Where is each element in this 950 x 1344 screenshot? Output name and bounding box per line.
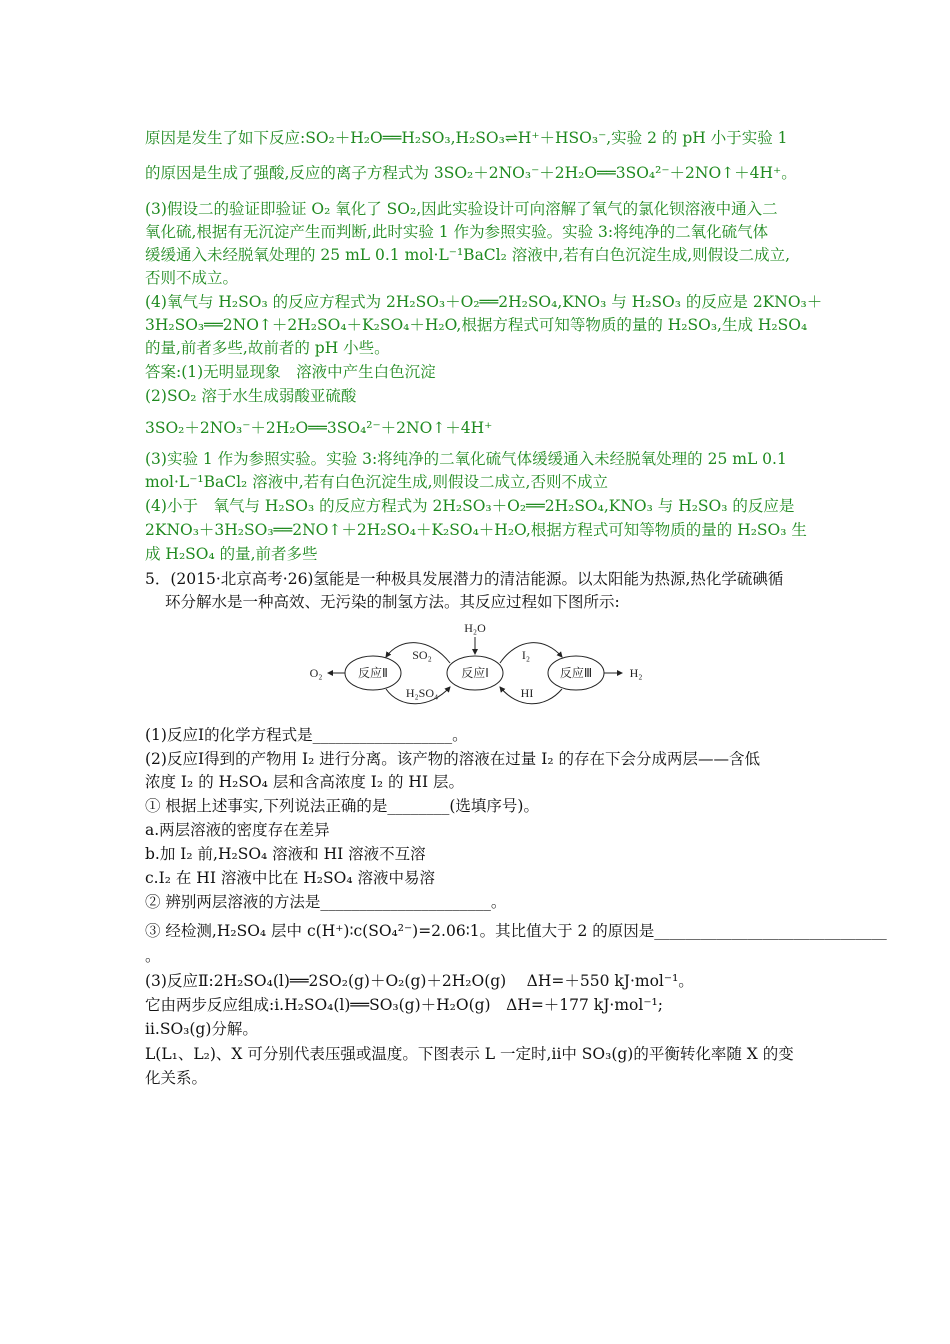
text-line: a.两层溶液的密度存在差异 bbox=[145, 821, 330, 839]
reaction2-label: 反应Ⅱ bbox=[358, 666, 388, 680]
text-line: L(L₁、L₂)、X 可分别代表压强或温度。下图表示 L 一定时,ⅱ中 SO₃(g)的平衡转化率随 X 的变 bbox=[145, 1045, 794, 1063]
reaction-cycle-diagram bbox=[300, 615, 660, 715]
text-line: 原因是发生了如下反应:SO₂＋H₂O══H₂SO₃,H₂SO₃⇌H⁺＋HSO₃⁻,实验 2 的 pH 小于实验 1 bbox=[145, 129, 788, 147]
reaction1-label: 反应Ⅰ bbox=[461, 666, 489, 680]
text-line: 化关系。 bbox=[145, 1069, 208, 1087]
h2-label: H₂ bbox=[629, 666, 643, 680]
text-line: 2KNO₃＋3H₂SO₃══2NO↑＋2H₂SO₄＋K₂SO₄＋H₂O,根据方程式可知等物质的量的 H₂SO₃ 生 bbox=[145, 521, 807, 539]
h2o-label: H₂O bbox=[464, 621, 486, 635]
text-line: 。 bbox=[145, 947, 161, 965]
text-line: 的原因是生成了强酸,反应的离子方程式为 3SO₂＋2NO₃⁻＋2H₂O══3SO₄²⁻＋2NO↑＋4H⁺。 bbox=[145, 164, 797, 182]
text-line: 否则不成立。 bbox=[145, 269, 239, 287]
o2-label: O₂ bbox=[309, 666, 323, 680]
text-line: (1)反应Ⅰ的化学方程式是__________________。 bbox=[145, 726, 468, 744]
text-line: 5．(2015·北京高考·26)氢能是一种极具发展潜力的清洁能源。以太阳能为热源,热化学硫碘循 bbox=[145, 570, 784, 588]
so2-label: SO₂ bbox=[412, 648, 432, 662]
text-line: ③ 经检测,H₂SO₄ 层中 c(H⁺)∶c(SO₄²⁻)=2.06∶1。其比值大于 2 的原因是______________________________ bbox=[145, 922, 887, 940]
text-line: (2)SO₂ 溶于水生成弱酸亚硫酸 bbox=[145, 387, 357, 405]
text-line: c.I₂ 在 HI 溶液中比在 H₂SO₄ 溶液中易溶 bbox=[145, 869, 435, 887]
text-line: mol·L⁻¹BaCl₂ 溶液中,若有白色沉淀生成,则假设二成立,否则不成立 bbox=[145, 473, 608, 491]
text-line: ⅱ.SO₃(g)分解。 bbox=[145, 1020, 258, 1038]
text-line: 浓度 I₂ 的 H₂SO₄ 层和含高浓度 I₂ 的 HI 层。 bbox=[145, 773, 464, 791]
text-line: 环分解水是一种高效、无污染的制氢方法。其反应过程如下图所示: bbox=[165, 593, 620, 611]
text-line: ② 辨别两层溶液的方法是______________________。 bbox=[145, 893, 507, 911]
text-line: 3H₂SO₃══2NO↑＋2H₂SO₄＋K₂SO₄＋H₂O,根据方程式可知等物质的量的 H₂SO₃,生成 H₂SO₄ bbox=[145, 316, 808, 334]
text-line: 成 H₂SO₄ 的量,前者多些 bbox=[145, 545, 318, 563]
text-line: (4)氧气与 H₂SO₃ 的反应方程式为 2H₂SO₃＋O₂══2H₂SO₄,KNO₃ 与 H₂SO₃ 的反应是 2KNO₃＋ bbox=[145, 293, 823, 311]
text-line: (3)实验 1 作为参照实验。实验 3:将纯净的二氧化硫气体缓缓通入未经脱氧处理的 25 mL 0.1 bbox=[145, 450, 787, 468]
text-line: 它由两步反应组成:ⅰ.H₂SO₄(l)══SO₃(g)＋H₂O(g) ΔH=＋177 kJ·mol⁻¹; bbox=[145, 996, 663, 1014]
h2so4-label: H₂SO₄ bbox=[405, 686, 439, 700]
text-line: b.加 I₂ 前,H₂SO₄ 溶液和 HI 溶液不互溶 bbox=[145, 845, 426, 863]
text-line: (4)小于 氧气与 H₂SO₃ 的反应方程式为 2H₂SO₃＋O₂══2H₂SO₄,KNO₃ 与 H₂SO₃ 的反应是 bbox=[145, 497, 795, 515]
text-line: (3)假设二的验证即验证 O₂ 氧化了 SO₂,因此实验设计可向溶解了氧气的氯化钡溶液中通入二 bbox=[145, 200, 778, 218]
text-line: (2)反应Ⅰ得到的产物用 I₂ 进行分离。该产物的溶液在过量 I₂ 的存在下会分成两层——含低 bbox=[145, 750, 760, 768]
reaction3-label: 反应Ⅲ bbox=[559, 666, 593, 680]
text-line: 的量,前者多些,故前者的 pH 小些。 bbox=[145, 339, 390, 357]
text-line: 氧化硫,根据有无沉淀产生而判断,此时实验 1 作为参照实验。实验 3:将纯净的二氧化硫气体 bbox=[145, 223, 769, 241]
text-line: 缓缓通入未经脱氧处理的 25 mL 0.1 mol·L⁻¹BaCl₂ 溶液中,若有白色沉淀生成,则假设二成立, bbox=[145, 246, 791, 264]
i2-label: I₂ bbox=[521, 648, 531, 662]
hi-label: HI bbox=[520, 686, 534, 700]
text-line: (3)反应Ⅱ:2H₂SO₄(l)══2SO₂(g)＋O₂(g)＋2H₂O(g) ΔH=＋550 kJ·mol⁻¹。 bbox=[145, 972, 694, 990]
text-line: ① 根据上述事实,下列说法正确的是________(选填序号)。 bbox=[145, 797, 539, 815]
text-line: 3SO₂＋2NO₃⁻＋2H₂O══3SO₄²⁻＋2NO↑＋4H⁺ bbox=[145, 419, 493, 437]
text-line: 答案:(1)无明显现象 溶液中产生白色沉淀 bbox=[145, 363, 436, 381]
